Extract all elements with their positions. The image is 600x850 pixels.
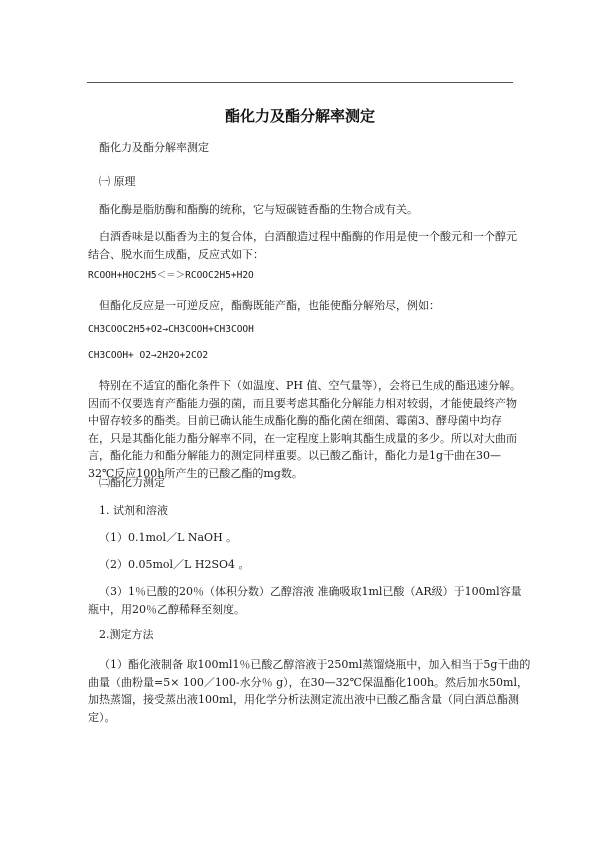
- page-title: 酯化力及酯分解率测定: [224, 107, 375, 125]
- text-line: 在，只是其酯化能力酯分解率不同，在一定程度上影响其酯生成量的多少。所以对大曲而: [88, 431, 517, 445]
- text-line: 白酒香味是以酯香为主的复合体，白酒酿造过程中酯酶的作用是使一个酸元和一个醇元: [99, 230, 517, 243]
- text-line: 中留存较多的酯类。目前已确认能生成酯化酶的酯化菌在细菌、霉菌3、酵母菌中均存: [88, 414, 502, 427]
- equation-decomposition-1: CH3COOC2H5+O2→CH3COOH+CH3COOH: [88, 324, 254, 335]
- header-rule: [87, 82, 513, 83]
- paragraph-esterification-intro: [88, 228, 516, 263]
- paragraph-ester-decomposition: [88, 377, 521, 482]
- subsection-reagents: 1. 试剂和溶液: [99, 504, 168, 517]
- paragraph-esterase-definition: 酯化酶是脂肪酶和酯酶的统称，它与短碳链香酯的生物合成有关。: [99, 203, 418, 216]
- section-heading-principle: ㈠ 原理: [99, 175, 136, 188]
- text-line: 瓶中，用20％乙醇稀释至刻度。: [88, 602, 245, 616]
- reagent-h2so4: （2）0.05mol／L H2SO4 。: [99, 558, 250, 571]
- text-line: 32℃反应100h所产生的已酸乙酯的mg数。: [88, 466, 303, 480]
- text-line: 因而不仅要选育产酯能力强的菌，而且要考虑其酯化分解能力相对较弱，才能使最终产物: [88, 396, 517, 410]
- text-line: 曲量（曲粉量=5× 100／100-水分％ g），在30—32℃保温酯化100h。然后加水50ml，: [88, 675, 528, 689]
- subtitle: 酯化力及酯分解率测定: [99, 141, 209, 154]
- paragraph-reversible-reaction: 但酯化反应是一可逆反应，酯酶既能产酯，也能使酯分解殆尽，例如：: [99, 299, 440, 312]
- equation-esterification: RCOOH+HOC2H5＜＝＞RCOOC2H5+H2O: [88, 270, 254, 281]
- text-line: 特别在不适宜的酯化条件下（如温度、PH 值、空气量等），会将已生成的酯迅速分解。: [99, 379, 521, 392]
- reagent-hexanoic-acid: [88, 583, 522, 618]
- method-esterification-liquid: [88, 656, 531, 726]
- reagent-naoh: （1）0.1mol／L NaOH 。: [99, 531, 238, 544]
- text-line: 言，酯化能力和酯分解能力的测定同样重要。以已酸乙酯计，酯化力是1g干曲在30—: [88, 449, 502, 462]
- subsection-method: 2.测定方法: [99, 628, 154, 641]
- section-heading-esterification-power: ㈡酯化力测定: [99, 476, 165, 489]
- equation-decomposition-2: CH3COOH+ O2→2H2O+2CO2: [88, 350, 209, 361]
- text-line: 定）。: [88, 710, 116, 724]
- text-line: （1）酯化液制备 取100ml1％已酸乙醇溶液于250ml蒸馏烧瓶中，加入相当于5g干曲的: [99, 658, 531, 671]
- text-line: 结合、脱水而生成酯，反应式如下：: [88, 247, 264, 261]
- text-line: 加热蒸馏，接受蒸出液100ml，用化学分析法测定流出液中已酸乙酯含量（同白酒总酯测: [88, 693, 519, 706]
- text-line: （3）1％已酸的20％（体积分数）乙醇溶液 准确吸取1ml已酸（AR级）于100ml容量: [99, 585, 522, 598]
